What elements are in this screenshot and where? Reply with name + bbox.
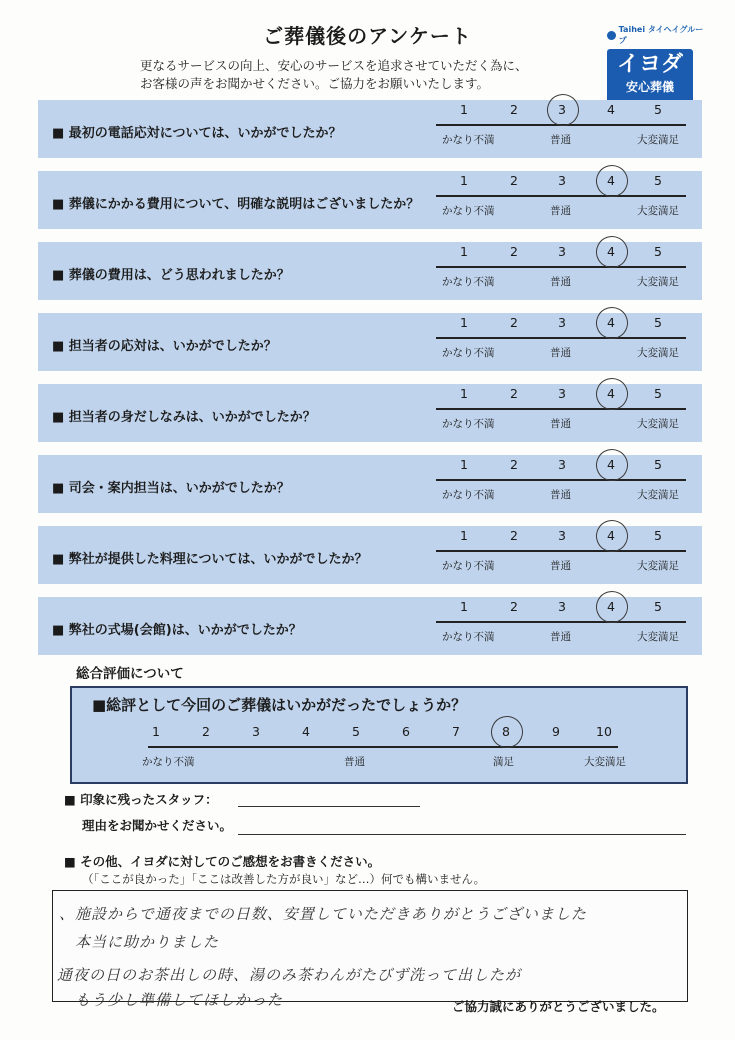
scale-label-low: かなり不満	[442, 205, 495, 217]
taihei-mark-icon	[607, 31, 616, 40]
overall-rating-option[interactable]: 7	[452, 724, 460, 739]
scale-label-mid: 普通	[550, 347, 571, 359]
overall-scale-line	[148, 746, 618, 748]
rating-option[interactable]: 5	[654, 244, 662, 259]
rating-option[interactable]: 2	[510, 244, 518, 259]
scale-label-low: かなり不満	[442, 560, 495, 572]
brand-logo	[607, 24, 707, 103]
overall-rating-option[interactable]: 6	[402, 724, 410, 739]
rating-option[interactable]: 4	[607, 315, 615, 330]
rating-option[interactable]: 3	[558, 315, 566, 330]
rating-option[interactable]: 5	[654, 173, 662, 188]
rating-scale	[436, 242, 686, 300]
question-text: ■ 担当者の身だしなみは、いかがでしたか？	[52, 410, 316, 425]
scale-label-high: 大変満足	[637, 205, 679, 217]
question-text: ■ 担当者の応対は、いかがでしたか？	[52, 339, 277, 354]
rating-option[interactable]: 2	[510, 173, 518, 188]
overall-label-mid: 普通	[344, 756, 365, 768]
rating-option[interactable]: 5	[654, 528, 662, 543]
intro-line-1: 更なるサービスの向上、安心のサービスを追求させていただく為に、	[140, 58, 528, 73]
rating-option[interactable]: 2	[510, 528, 518, 543]
question-row	[38, 100, 702, 158]
rating-scale	[436, 384, 686, 442]
question-row	[38, 526, 702, 584]
scale-label-high: 大変満足	[637, 134, 679, 146]
rating-option[interactable]: 1	[460, 386, 468, 401]
rating-option[interactable]: 3	[558, 244, 566, 259]
rating-option[interactable]: 1	[460, 315, 468, 330]
scale-label-mid: 普通	[550, 276, 571, 288]
question-row	[38, 313, 702, 371]
rating-option[interactable]: 5	[654, 315, 662, 330]
overall-label-good: 満足	[493, 756, 514, 768]
rating-scale	[436, 313, 686, 371]
scale-label-low: かなり不満	[442, 347, 495, 359]
rating-option[interactable]: 1	[460, 173, 468, 188]
question-row	[38, 384, 702, 442]
staff-input-line[interactable]	[238, 806, 420, 807]
overall-rating-option[interactable]: 3	[252, 724, 260, 739]
brand-sub: 安心葬儀	[625, 80, 674, 94]
reason-input-line[interactable]	[238, 834, 686, 835]
scale-label-mid: 普通	[550, 489, 571, 501]
rating-option[interactable]: 1	[460, 599, 468, 614]
overall-rating-option[interactable]: 8	[502, 724, 510, 739]
rating-option[interactable]: 1	[460, 102, 468, 117]
overall-rating-option[interactable]: 5	[352, 724, 360, 739]
question-row	[38, 597, 702, 655]
intro-line-2: お客様の声をお聞かせください。ご協力をお願いいたします。	[140, 76, 490, 91]
scale-line	[436, 337, 686, 339]
comment-line-1: 、施設からで通夜までの日数、安置していただきありがとうございました	[59, 905, 587, 923]
rating-scale	[436, 171, 686, 229]
overall-rating-box	[70, 686, 688, 784]
overall-rating-option[interactable]: 10	[596, 724, 612, 739]
scale-label-mid: 普通	[550, 560, 571, 572]
brand-group	[607, 24, 707, 46]
rating-option[interactable]: 2	[510, 599, 518, 614]
overall-rating-option[interactable]: 1	[152, 724, 160, 739]
scale-label-low: かなり不満	[442, 489, 495, 501]
scale-label-mid: 普通	[550, 134, 571, 146]
scale-label-mid: 普通	[550, 205, 571, 217]
rating-option[interactable]: 3	[558, 386, 566, 401]
other-note: （「ここが良かった」「ここは改善した方が良い」など…）何でも構いません。	[82, 872, 486, 886]
overall-label-high: 大変満足	[584, 756, 626, 768]
scale-line	[436, 479, 686, 481]
overall-rating-option[interactable]: 4	[302, 724, 310, 739]
rating-scale	[436, 100, 686, 158]
scale-line	[436, 621, 686, 623]
overall-rating-option[interactable]: 2	[202, 724, 210, 739]
rating-option[interactable]: 4	[607, 173, 615, 188]
question-row	[38, 242, 702, 300]
intro-text	[140, 57, 528, 93]
question-row	[38, 171, 702, 229]
rating-option[interactable]: 5	[654, 457, 662, 472]
scale-label-high: 大変満足	[637, 347, 679, 359]
rating-option[interactable]: 1	[460, 244, 468, 259]
scale-label-high: 大変満足	[637, 489, 679, 501]
reason-label: 理由をお聞かせください。	[82, 818, 233, 833]
page-title: ご葬儀後のアンケート	[263, 24, 472, 48]
comment-line-3: 通夜の日のお茶出しの時、湯のみ茶わんがたびず洗って出したが	[57, 966, 522, 984]
scale-label-high: 大変満足	[637, 560, 679, 572]
question-text: ■ 司会・案内担当は、いかがでしたか？	[52, 481, 290, 496]
rating-scale	[436, 526, 686, 584]
rating-option[interactable]: 2	[510, 457, 518, 472]
comment-line-2: 本当に助かりました	[75, 933, 220, 951]
scale-label-low: かなり不満	[442, 276, 495, 288]
scale-line	[436, 266, 686, 268]
scale-label-low: かなり不満	[442, 418, 495, 430]
overall-section-title: 総合評価について	[76, 666, 184, 682]
question-row	[38, 455, 702, 513]
question-text: ■ 最初の電話応対については、いかがでしたか？	[52, 126, 342, 141]
scale-line	[436, 195, 686, 197]
scale-line	[436, 550, 686, 552]
question-text: ■ 葬儀にかかる費用について、明確な説明はございましたか？	[52, 197, 420, 212]
rating-option[interactable]: 4	[607, 244, 615, 259]
rating-option[interactable]: 2	[510, 102, 518, 117]
brand-group-text: Taihei タイヘイグループ	[618, 25, 704, 45]
rating-option[interactable]: 3	[558, 173, 566, 188]
scale-label-low: かなり不満	[442, 631, 495, 643]
thanks-text: ご協力誠にありがとうございました。	[452, 999, 665, 1014]
question-text: ■ 葬儀の費用は、どう思われましたか？	[52, 268, 290, 283]
rating-option[interactable]: 4	[607, 599, 615, 614]
scale-label-high: 大変満足	[637, 631, 679, 643]
rating-option[interactable]: 5	[654, 599, 662, 614]
rating-option[interactable]: 2	[510, 386, 518, 401]
question-text: ■ 弊社の式場(会館)は、いかがでしたか？	[52, 623, 302, 638]
scale-line	[436, 408, 686, 410]
rating-option[interactable]: 2	[510, 315, 518, 330]
rating-option[interactable]: 5	[654, 386, 662, 401]
rating-scale	[436, 597, 686, 655]
question-text: ■ 弊社が提供した料理については、いかがでしたか？	[52, 552, 368, 567]
comment-line-4: もう少し準備してほしかった	[75, 991, 284, 1009]
rating-option[interactable]: 3	[558, 457, 566, 472]
rating-option[interactable]: 4	[607, 102, 615, 117]
brand-box	[607, 49, 693, 103]
scale-label-mid: 普通	[550, 418, 571, 430]
rating-option[interactable]: 5	[654, 102, 662, 117]
rating-scale	[436, 455, 686, 513]
brand-name: イヨダ	[616, 52, 683, 77]
rating-option[interactable]: 4	[607, 386, 615, 401]
scale-label-high: 大変満足	[637, 276, 679, 288]
rating-option[interactable]: 3	[558, 528, 566, 543]
rating-option[interactable]: 1	[460, 528, 468, 543]
overall-label-low: かなり不満	[142, 756, 195, 768]
scale-label-high: 大変満足	[637, 418, 679, 430]
rating-option[interactable]: 1	[460, 457, 468, 472]
overall-question: ■総評として今回のご葬儀はいかがだったでしょうか？	[92, 696, 467, 714]
scale-label-mid: 普通	[550, 631, 571, 643]
rating-option[interactable]: 4	[607, 528, 615, 543]
overall-rating-option[interactable]: 9	[552, 724, 560, 739]
other-question: ■ その他、イヨダに対してのご感想をお書きください。	[64, 854, 381, 869]
rating-option[interactable]: 3	[558, 599, 566, 614]
rating-option[interactable]: 4	[607, 457, 615, 472]
rating-option[interactable]: 3	[558, 102, 566, 117]
scale-label-low: かなり不満	[442, 134, 495, 146]
staff-label: ■ 印象に残ったスタッフ：	[64, 792, 218, 807]
